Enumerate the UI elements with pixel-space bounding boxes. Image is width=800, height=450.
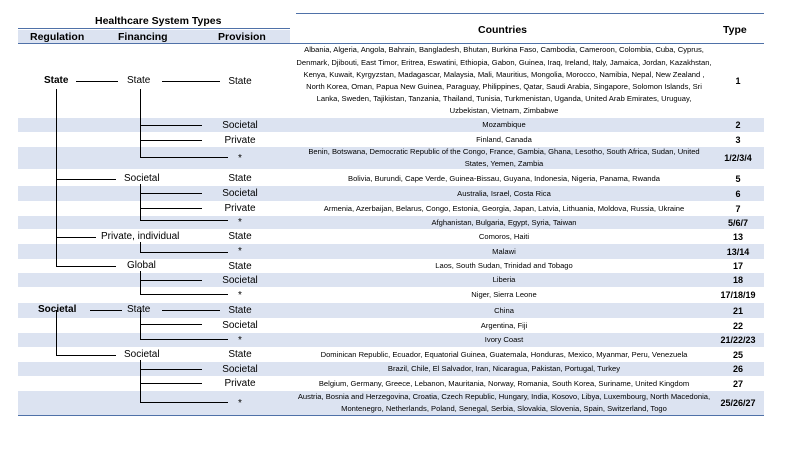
countries-cell: Albania, Algeria, Angola, Bahrain, Bangladesh, Bhutan, Burkina Faso, Cambodia, Cameroon, Colombia, Cuba, Cyprus, Denmark, Djibouti, East Timor, Eritrea, Eswatini, Ethiopia, Gabon, Guinea, Iraq, Ireland, Italy, Jamaica, Jordan, Kazakhstan, Kenya, Kuwait, Kyrgyzstan, Madagascar, Malaysia, Mali, Mauritius, Mongolia, Morocco, Namibia, Nepal, New Zealand , North Korea, Oman, Papua New Guinea, Paraguay, Philippines, Qatar, Saudi Arabia, Singapore, Solomon Islands, Sri Lanka, Sweden, Tajikistan, Tanzania, Thailand, Tunisia, Turkmenistan, Uganda, United Arab Emirates, Uruguay, Uzbekistan, Vietnam, Zimbabwe <box>296 45 712 116</box>
table-row <box>0 259 800 273</box>
type-cell: 17 <box>732 261 743 271</box>
type-cell: 1 <box>735 76 741 86</box>
tree-line <box>140 89 141 157</box>
countries-cell: Argentina, Fiji <box>480 320 528 330</box>
countries-cell: Liberia <box>492 275 516 284</box>
tree-line <box>140 252 228 253</box>
provision-cell: * <box>238 246 242 257</box>
tree-line <box>56 89 57 266</box>
tree-line <box>162 310 220 311</box>
tree-line <box>56 237 96 238</box>
top-rule-left <box>18 28 290 29</box>
provision-cell: Societal <box>222 119 258 131</box>
provision-cell: * <box>238 334 242 346</box>
table-row <box>0 362 800 376</box>
provision-cell: State <box>228 260 252 272</box>
countries-cell: China <box>494 305 514 315</box>
table-row <box>0 318 800 333</box>
financing-state-label: State <box>127 75 151 86</box>
countries-cell: Brazil, Chile, El Salvador, Iran, Nicaragua, Pakistan, Portugal, Turkey <box>387 364 621 373</box>
tree-line <box>140 179 141 220</box>
tree-line <box>140 193 202 194</box>
table-row <box>0 273 800 287</box>
type-cell: 5/6/7 <box>727 217 749 228</box>
type-cell: 13 <box>732 231 743 242</box>
type-cell: 21/22/23 <box>720 335 756 345</box>
provision-cell: Private <box>224 378 256 389</box>
type-cell: 3 <box>735 135 741 145</box>
tree-line <box>56 266 116 267</box>
countries-cell: Comoros, Haiti <box>478 231 530 241</box>
financing-state-label-2: State <box>127 304 151 315</box>
provision-cell: State <box>228 75 252 87</box>
table-row <box>0 391 800 415</box>
tree-line <box>56 310 57 355</box>
type-cell: 7 <box>735 203 741 214</box>
table-row <box>0 44 800 118</box>
header-provision: Provision <box>218 31 266 43</box>
tree-line <box>140 324 202 325</box>
tree-line <box>140 339 228 340</box>
provision-cell: Societal <box>222 320 258 331</box>
top-rule-right <box>296 13 764 14</box>
regulation-societal-label: Societal <box>38 304 77 315</box>
countries-cell: Afghanistan, Bulgaria, Egypt, Syria, Taiwan <box>431 217 577 227</box>
tree-line <box>140 157 228 158</box>
table-row <box>0 201 800 216</box>
table-row <box>0 376 800 391</box>
tree-line <box>76 81 118 82</box>
type-cell: 21 <box>732 305 743 316</box>
financing-private-individual-label: Private, individual <box>101 231 180 242</box>
provision-cell: Societal <box>222 274 258 286</box>
type-cell: 1/2/3/4 <box>724 153 752 163</box>
countries-cell: Belgium, Germany, Greece, Lebanon, Mauritania, Norway, Romania, South Korea, Suriname, United Kingdom <box>318 378 690 388</box>
type-cell: 27 <box>732 378 743 389</box>
type-cell: 22 <box>732 320 743 331</box>
countries-cell: Niger, Sierra Leone <box>471 290 537 299</box>
tree-line <box>140 220 228 221</box>
countries-cell: Mozambique <box>482 120 526 129</box>
table-row <box>0 333 800 347</box>
countries-cell: Bolivia, Burundi, Cape Verde, Guinea-Bissau, Guyana, Indonesia, Nigeria, Panama, Rwanda <box>348 173 660 183</box>
financing-global-label: Global <box>127 260 156 271</box>
provision-cell: * <box>238 152 242 164</box>
table-row <box>0 147 800 169</box>
header-countries: Countries <box>478 24 528 36</box>
provision-cell: Private <box>224 203 256 214</box>
provision-cell: Private <box>224 134 256 146</box>
countries-cell: Malawi <box>492 246 516 256</box>
financing-societal-label: Societal <box>124 173 160 184</box>
table-row <box>0 118 800 132</box>
type-cell: 17/18/19 <box>720 290 756 300</box>
type-cell: 6 <box>735 188 741 199</box>
countries-cell: Finland, Canada <box>476 135 532 144</box>
countries-cell: Austria, Bosnia and Herzegovina, Croatia, Czech Republic, Hungary, India, Kosovo, Libya, Luxembourg, North Macedonia, Montenegro, Netherlands, Poland, Senegal, Serbia, Slovakia, Slovenia, Spain, Switzerland, Togo <box>297 392 711 413</box>
tree-line <box>140 208 202 209</box>
tree-line <box>90 310 122 311</box>
financing-societal-label-2: Societal <box>124 349 160 360</box>
table-row <box>0 171 800 186</box>
countries-cell: Benin, Botswana, Democratic Republic of the Congo, France, Gambia, Ghana, Lesotho, South Africa, Sudan, United States, Yemen, Zambia <box>308 147 700 168</box>
countries-cell: Ivory Coast <box>484 335 524 344</box>
table-row <box>0 133 800 147</box>
provision-cell: Societal <box>222 188 258 199</box>
header-type: Type <box>723 24 747 36</box>
header-group-title: Healthcare System Types <box>95 15 222 27</box>
table-bottom-rule <box>18 415 764 416</box>
table-row <box>0 287 800 303</box>
provision-cell: State <box>228 305 252 316</box>
tree-line <box>56 355 116 356</box>
tree-line <box>140 402 228 403</box>
provision-cell: * <box>238 397 242 409</box>
provision-cell: State <box>228 349 252 360</box>
type-cell: 18 <box>732 275 743 285</box>
type-cell: 25 <box>732 349 743 360</box>
tree-line <box>140 280 202 281</box>
table-row <box>0 216 800 229</box>
tree-line <box>162 81 220 82</box>
type-cell: 13/14 <box>726 246 750 257</box>
table-row <box>0 244 800 259</box>
provision-cell: * <box>238 289 242 301</box>
header-financing: Financing <box>118 31 168 43</box>
type-cell: 2 <box>735 120 741 130</box>
provision-cell: State <box>228 231 252 242</box>
tree-line <box>56 179 116 180</box>
type-cell: 25/26/27 <box>720 398 756 408</box>
tree-line <box>140 369 202 370</box>
type-cell: 5 <box>735 173 741 184</box>
countries-cell: Laos, South Sudan, Trinidad and Tobago <box>435 261 573 270</box>
tree-line <box>140 355 141 402</box>
countries-cell: Australia, Israel, Costa Rica <box>457 188 551 198</box>
header-regulation: Regulation <box>30 31 85 43</box>
tree-line <box>140 383 202 384</box>
countries-cell: Armenia, Azerbaijan, Belarus, Congo, Estonia, Georgia, Japan, Latvia, Lithuania, Moldova, Russia, Ukraine <box>323 203 685 213</box>
table-row <box>0 186 800 201</box>
tree-line <box>140 125 202 126</box>
table-row <box>0 347 800 362</box>
tree-line <box>140 294 228 295</box>
provision-cell: Societal <box>222 363 258 375</box>
regulation-state-label: State <box>44 75 69 86</box>
provision-cell: State <box>228 173 252 184</box>
tree-line <box>140 140 202 141</box>
provision-cell: * <box>238 217 242 228</box>
countries-cell: Dominican Republic, Ecuador, Equatorial Guinea, Guatemala, Honduras, Mexico, Myanmar, Peru, Venezuela <box>320 349 688 359</box>
type-cell: 26 <box>732 364 743 374</box>
